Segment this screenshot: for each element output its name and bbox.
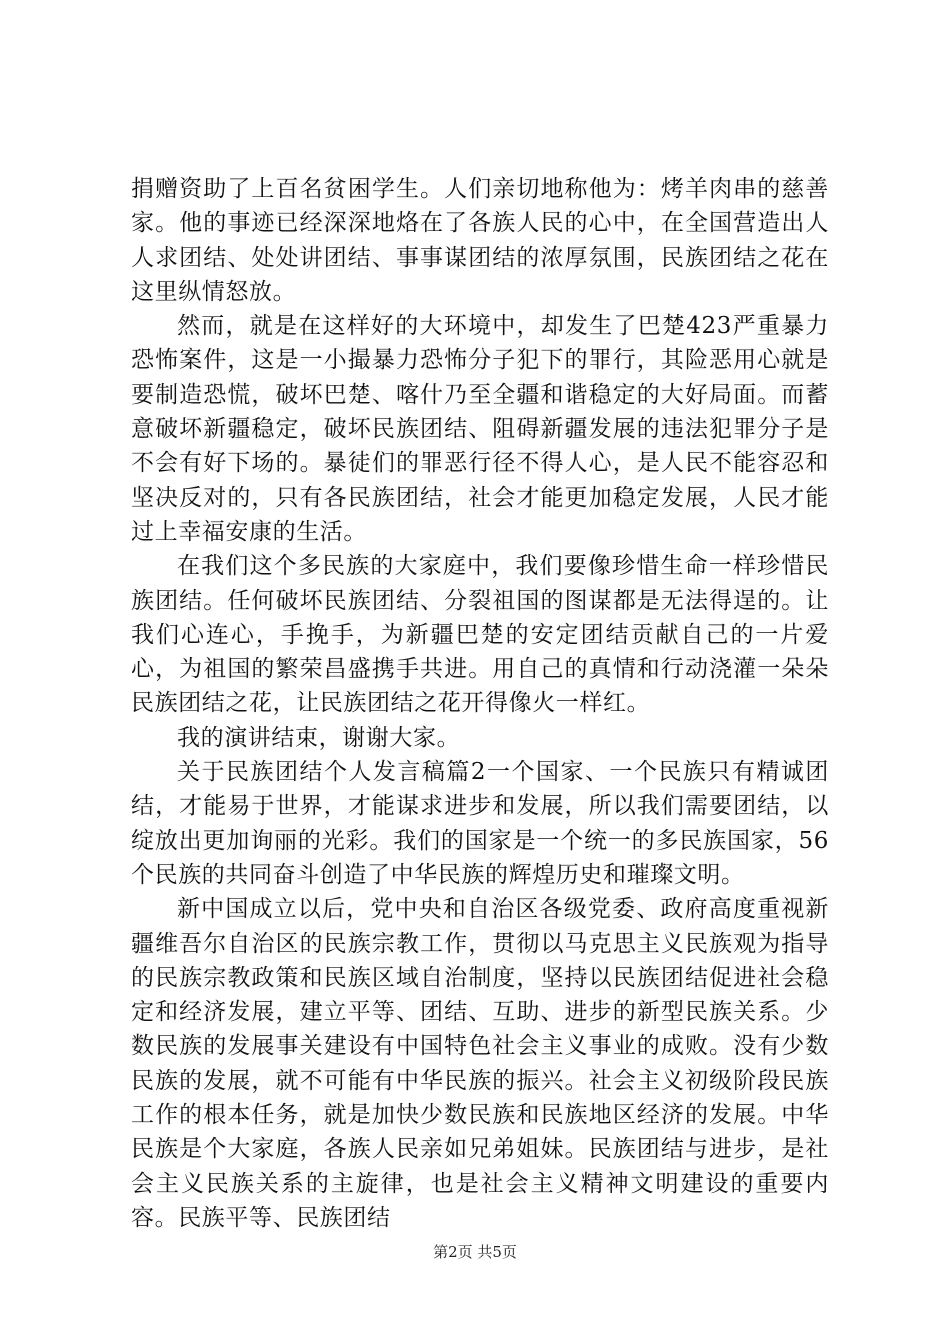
paragraph-6: 新中国成立以后，党中央和自治区各级党委、政府高度重视新疆维吾尔自治区的民族宗教工作，贯彻以马克思主义民族观为指导的民族宗教政策和民族区域自治制度，坚持以民族团结促进社会稳定和经济发展，建立平等、团结、互助、进步的新型民族关系。少数民族的发展事关建设有中国特色社会主义事业的成败。没有少数民族的发展，就不可能有中华民族的振兴。社会主义初级阶段民族工作的根本任务，就是加快少数民族和民族地区经济的发展。中华民族是个大家庭，各族人民亲如兄弟姐妹。民族团结与进步，是社会主义民族关系的主旋律，也是社会主义精神文明建设的重要内容。民族平等、民族团结 — [131, 896, 829, 1231]
document-body — [131, 172, 829, 1235]
paragraph-5: 关于民族团结个人发言稿篇2一个国家、一个民族只有精诚团结，才能易于世界，才能谋求进步和发展，所以我们需要团结，以绽放出更加询丽的光彩。我们的国家是一个统一的多民族国家，56个民族的共同奋斗创造了中华民族的辉煌历史和璀璨文明。 — [131, 759, 829, 888]
paragraph-1: 捐赠资助了上百名贫困学生。人们亲切地称他为：烤羊肉串的慈善家。他的事迹已经深深地烙在了各族人民的心中，在全国营造出人人求团结、处处讲团结、事事谋团结的浓厚氛围，民族团结之花在这里纵情怒放。 — [131, 176, 829, 305]
page-footer: 第2页 共5页 — [433, 1243, 517, 1261]
paragraph-4: 我的演讲结束，谢谢大家。 — [177, 724, 461, 751]
paragraph-2: 然而，就是在这样好的大环境中，却发生了巴楚423严重暴力恐怖案件，这是一小撮暴力恐怖分子犯下的罪行，其险恶用心就是要制造恐慌，破坏巴楚、喀什乃至全疆和谐稳定的大好局面。而蓄意破坏新疆稳定，破坏民族团结、阻碍新疆发展的违法犯罪分子是不会有好下场的。暴徒们的罪恶行径不得人心，是人民不能容忍和坚决反对的，只有各民族团结，社会才能更加稳定发展，人民才能过上幸福安康的生活。 — [131, 313, 829, 545]
paragraph-3: 在我们这个多民族的大家庭中，我们要像珍惜生命一样珍惜民族团结。任何破坏民族团结、分裂祖国的图谋都是无法得逞的。让我们心连心，手挽手，为新疆巴楚的安定团结贡献自己的一片爱心，为祖国的繁荣昌盛携手共进。用自己的真情和行动浇灌一朵朵民族团结之花，让民族团结之花开得像火一样红。 — [131, 553, 829, 717]
